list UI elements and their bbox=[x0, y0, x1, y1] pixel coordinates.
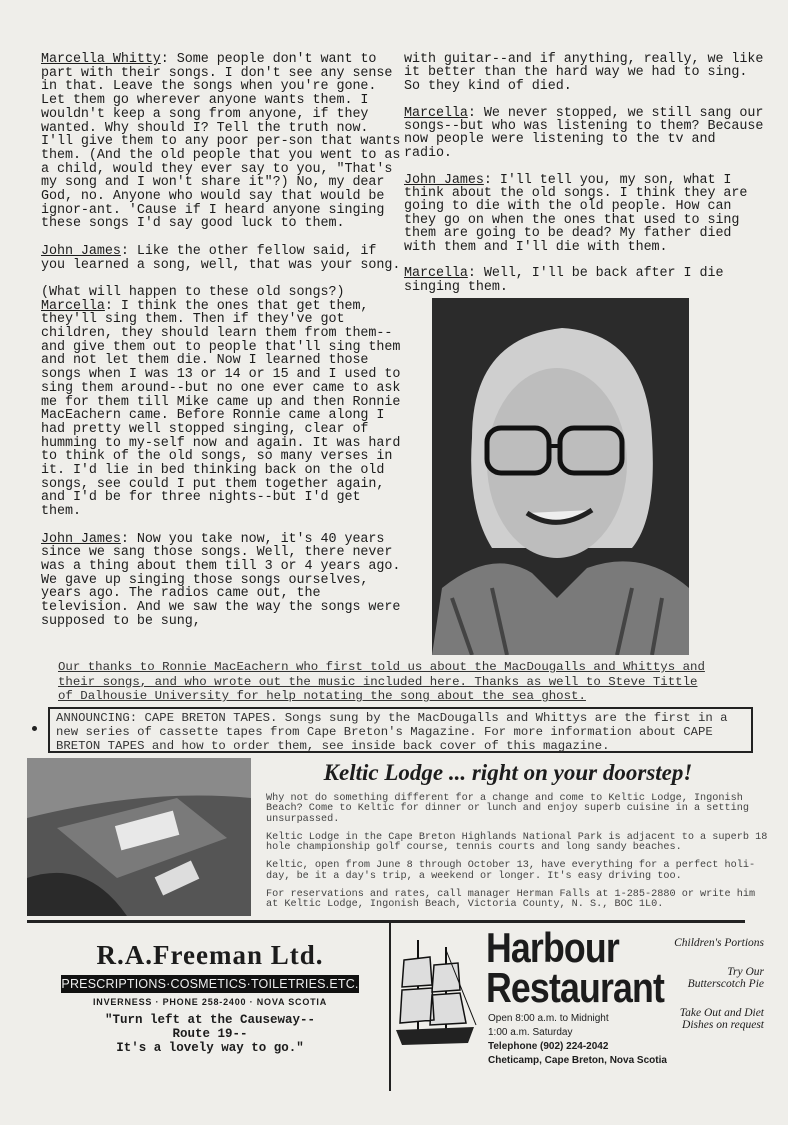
paragraph-text: : We never stopped, we still sang our songs--but who was listening to them? Because now people were listening to the tv and radio. bbox=[404, 105, 764, 161]
paragraph bbox=[404, 53, 766, 93]
sailing-ship-icon bbox=[396, 935, 478, 1050]
hours: Open 8:00 a.m. to Midnight bbox=[488, 1013, 609, 1024]
keltic-lodge-headline: Keltic Lodge ... right on your doorstep! bbox=[323, 760, 693, 785]
paragraph bbox=[41, 53, 401, 231]
paragraph bbox=[41, 286, 401, 519]
ad-paragraph: Keltic, open from June 8 through October 13, have everything for a perfect holi-day, be it a day's trip, a weekend or longer. It's easy driving too. bbox=[266, 860, 756, 882]
speaker-name: Marcella Whitty bbox=[41, 52, 161, 67]
ad-paragraph: For reservations and rates, call manager Herman Falls at 1-285-2880 or write him at Keltic Lodge, Ingonish Beach, Victoria County, N. S., BOC 1L0. bbox=[266, 889, 756, 911]
keltic-lodge-ad-body bbox=[266, 794, 773, 919]
logo-line: Harbour bbox=[486, 924, 619, 971]
ad-paragraph: Keltic Lodge in the Cape Breton Highlands National Park is adjacent to a superb 18 hole championship golf course, tennis courts and long sandy beaches. bbox=[266, 831, 768, 854]
freeman-slogan: "Turn left at the Causeway-- Route 19-- It's a lovely way to go." bbox=[104, 1013, 316, 1055]
keltic-lodge-aerial-photo bbox=[27, 758, 251, 916]
freeman-services: PRESCRIPTIONS·COSMETICS·TOILETRIES.ETC. bbox=[61, 977, 359, 991]
paragraph bbox=[41, 533, 401, 629]
horizontal-divider bbox=[27, 920, 745, 923]
paragraph-text: : Well, I'll be back after I die singing them. bbox=[404, 266, 724, 295]
speaker-name: Marcella bbox=[404, 105, 468, 121]
hours: 1:00 a.m. Saturday bbox=[488, 1027, 573, 1038]
phone: Telephone (902) 224-2042 bbox=[488, 1041, 609, 1052]
announcement-box: ANNOUNCING: CAPE BRETON TAPES. Songs sung by the MacDougalls and Whittys are the first in a new series of cassette tapes from Cape Breton's Magazine. For more information about CAPE BRETON TAPES and how to order them, see inside back cover of this magazine. bbox=[48, 707, 753, 753]
paragraph-text: : Some people don't want to part with their songs. I don't see any sense in that. Leave the songs when you're gone. Let them go wherever anyone wants them. I wouldn't keep a song from anyone, if they wanted. Why should I? Tell the truth now. I'll give them to any poor per-son that wants them. (And the old people that you went to as a child, would they ever say to you, "That's my song and I won't share it"?) No, my dear God, no. Anyone who would say that would be ignor-ant. 'Cause if I heard anyone singing these songs I'd say good luck to them. bbox=[41, 52, 401, 232]
acknowledgements: Our thanks to Ronnie MacEachern who first told us about the MacDougalls and Whittys and their songs, and who wrote out the music included here. Thanks as well to Steve Tittle of Dalhousie University for help notating the song about the sea ghost. bbox=[58, 660, 705, 703]
speaker-name: John James bbox=[41, 243, 121, 259]
paragraph-text: : Now you take now, it's 40 years since we sang those songs. Well, there never was a thing about them till 3 or 4 years ago. We gave up singing those songs ourselves, years ago. The radios came out, the television. And we saw the way the songs were supposed to be sung, bbox=[41, 531, 401, 629]
right-column bbox=[404, 53, 766, 308]
feature: Try Our Butterscotch Pie bbox=[687, 966, 764, 990]
freeman-logo: R.A.Freeman Ltd. bbox=[96, 940, 324, 970]
speaker-name: John James bbox=[404, 172, 484, 188]
portrait-photo bbox=[432, 298, 689, 655]
paragraph bbox=[41, 245, 401, 272]
interviewer-question: (What will happen to these old songs?) bbox=[41, 284, 345, 300]
paragraph-text: with guitar--and if anything, really, we like it better than the hard way we had to sing. So they kind of died. bbox=[404, 52, 764, 94]
paragraph-text: : Like the other fellow said, if you learned a song, well, that was your song. bbox=[41, 243, 401, 273]
speaker-name: Marcella bbox=[404, 266, 468, 282]
speaker-name: John James bbox=[41, 531, 121, 547]
paragraph bbox=[404, 174, 766, 254]
paragraph bbox=[404, 107, 766, 161]
feature: Take Out and Diet Dishes on request bbox=[679, 1007, 764, 1031]
paragraph bbox=[404, 267, 766, 294]
harbour-features bbox=[672, 937, 764, 1048]
paragraph-text: : I'll tell you, my son, what I think about the old songs. I think they are going to die with the old people. How can they go on when the ones that used to sing them are going to be dead? My father died with them and I'll die with them. bbox=[404, 172, 748, 255]
ad-paragraph: Why not do something different for a change and come to Keltic Lodge, Ingonish Beach? Come to Keltic for dinner or lunch and enjoy superb cuisine in a setting unsurpassed. bbox=[266, 793, 749, 825]
paragraph-text: : I think the ones that get them, they'll sing them. Then if they've got children, they should learn them from them--and give them out to people that'll sing them and not let them die. Now I learned those songs when I was 13 or 14 or 15 and I used to sing them around--but no one ever came to ask me for them till Mike came up and then Ronnie MacEachern came. Before Ronnie came along I had pretty well stopped singing, clear of humming to my-self now and again. It was hard to think of the old songs, so many verses in it. I'd lie in bed thinking back on the old songs, see could I put them together again, and I'd be for three nights--but I'd get them. bbox=[41, 298, 401, 520]
freeman-address: INVERNESS · PHONE 258-2400 · NOVA SCOTIA bbox=[92, 997, 328, 1007]
logo-line: Restaurant bbox=[486, 964, 664, 1011]
freeman-ad bbox=[55, 940, 365, 1055]
harbour-info bbox=[488, 1012, 667, 1068]
speaker-name: Marcella bbox=[41, 298, 105, 314]
location: Cheticamp, Cape Breton, Nova Scotia bbox=[488, 1055, 667, 1066]
bullet-dot bbox=[32, 726, 37, 731]
left-column bbox=[41, 53, 401, 642]
vertical-divider bbox=[389, 921, 391, 1091]
feature: Children's Portions bbox=[674, 937, 764, 949]
harbour-restaurant-logo bbox=[486, 924, 664, 1011]
